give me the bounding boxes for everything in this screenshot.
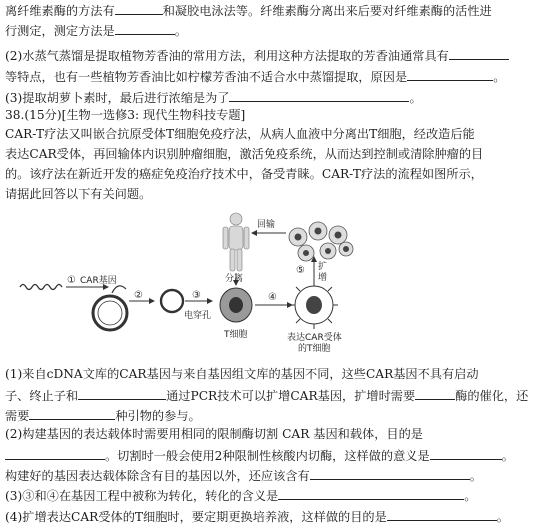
return-label: 回输 <box>257 220 276 230</box>
text-line-1: 离纤维素酶的方法有 和凝胶电泳法等。纤维素酶分离出来后要对纤维素酶的活性进 <box>5 4 492 18</box>
answer-blank[interactable] <box>115 2 163 15</box>
answer-blank[interactable] <box>387 508 497 521</box>
answer-blank[interactable] <box>310 467 470 480</box>
intro-line: 表达CAR受体，再回输体内识别肿瘤细胞，激活免疫系统，从而达到控制或清除肿瘤的目 <box>5 147 484 161</box>
car-t-cell-label-line1: 表达CAR受体 <box>287 333 342 343</box>
step-3-label: ③ <box>192 290 201 301</box>
answer-blank[interactable] <box>115 22 175 35</box>
text-line-2: 行测定，测定方法是 。 <box>5 24 187 38</box>
car-gene-segment-icon <box>112 286 126 293</box>
answer-blank[interactable] <box>449 47 509 60</box>
q4-line: (4)扩增表达CAR受体的T细胞时，要定期更换培养液，这样做的目的是 。 <box>5 510 509 524</box>
t-cell-label: T细胞 <box>224 330 248 340</box>
step-1-label: ① <box>67 275 76 286</box>
text-line-5: (3)提取胡萝卜素时，最后进行浓缩是为了 。 <box>5 91 422 105</box>
amplify-label-2: 增 <box>318 273 328 283</box>
answer-blank[interactable] <box>78 387 166 400</box>
intro-line: 请据此回答以下有关问题。 <box>5 187 152 201</box>
intro-line: 的。该疗法在新近开发的癌症免疫治疗技术中，备受青睐。CAR-T疗法的流程如图所示， <box>5 167 483 181</box>
q2-line-1: (2)构建基因的表达载体时需要用相同的限制酶切割 CAR 基因和载体，目的是 <box>5 427 423 441</box>
step-4-label: ④ <box>268 292 277 303</box>
patient-body-icon <box>223 213 249 271</box>
car-gene-label: CAR基因 <box>80 276 117 286</box>
amplified-cell-cluster-icon <box>289 222 353 261</box>
text-line-4: 等特点，也有一些植物芳香油比如柠檬芳香油不适合水中蒸馏提取，原因是 。 <box>5 70 506 84</box>
car-t-cell-label-line2: 的T细胞 <box>298 344 331 354</box>
q2-line-2: 。切割时一般会使用2种限制性核酸内切酶，这样做的意义是 。 <box>5 447 551 464</box>
question-38-title: 38.(15分)[生物一选修3: 现代生物科技专题] <box>5 108 246 122</box>
q3-line: (3)③和④在基因工程中被称为转化，转化的含义是 。 <box>5 489 477 503</box>
step-2-label: ② <box>134 290 143 301</box>
answer-blank[interactable] <box>278 487 464 500</box>
electroporation-label: 电穿孔 <box>184 311 212 321</box>
answer-blank[interactable] <box>407 68 493 81</box>
q1-line-1: (1)来自cDNA文库的CAR基因与来自基因组文库的基因不同，这些CAR基因不具有启动 <box>5 367 479 381</box>
answer-blank[interactable] <box>29 407 115 420</box>
text-line-3: (2)水蒸气蒸馏是提取植物芳香油的常用方法，利用这种方法提取的芳香油通常具有 <box>5 47 551 64</box>
amplify-label-1: 扩 <box>318 262 328 272</box>
q2-line-3: 构建好的基因表达载体除含有目的基因以外，还应该含有 。 <box>5 469 482 483</box>
answer-blank[interactable] <box>5 447 105 460</box>
answer-blank[interactable] <box>430 447 502 460</box>
answer-blank[interactable] <box>415 387 455 400</box>
answer-blank[interactable] <box>229 89 409 102</box>
step-5-label: ⑤ <box>296 265 305 276</box>
recombinant-plasmid-icon <box>161 290 183 312</box>
separate-label: 分离 <box>225 274 244 284</box>
q1-line-2: 子、终止子和 通过PCR技术可以扩增CAR基因，扩增时需要 酶的催化，还 <box>5 389 529 403</box>
dna-strand-icon <box>20 285 62 290</box>
intro-line: CAR-T疗法又叫嵌合抗原受体T细胞免疫疗法，从病人血液中分离出T细胞，经改造后能 <box>5 127 475 141</box>
car-t-flow-diagram <box>0 205 554 355</box>
q1-line-3: 需要 种引物的参与。 <box>5 409 201 423</box>
